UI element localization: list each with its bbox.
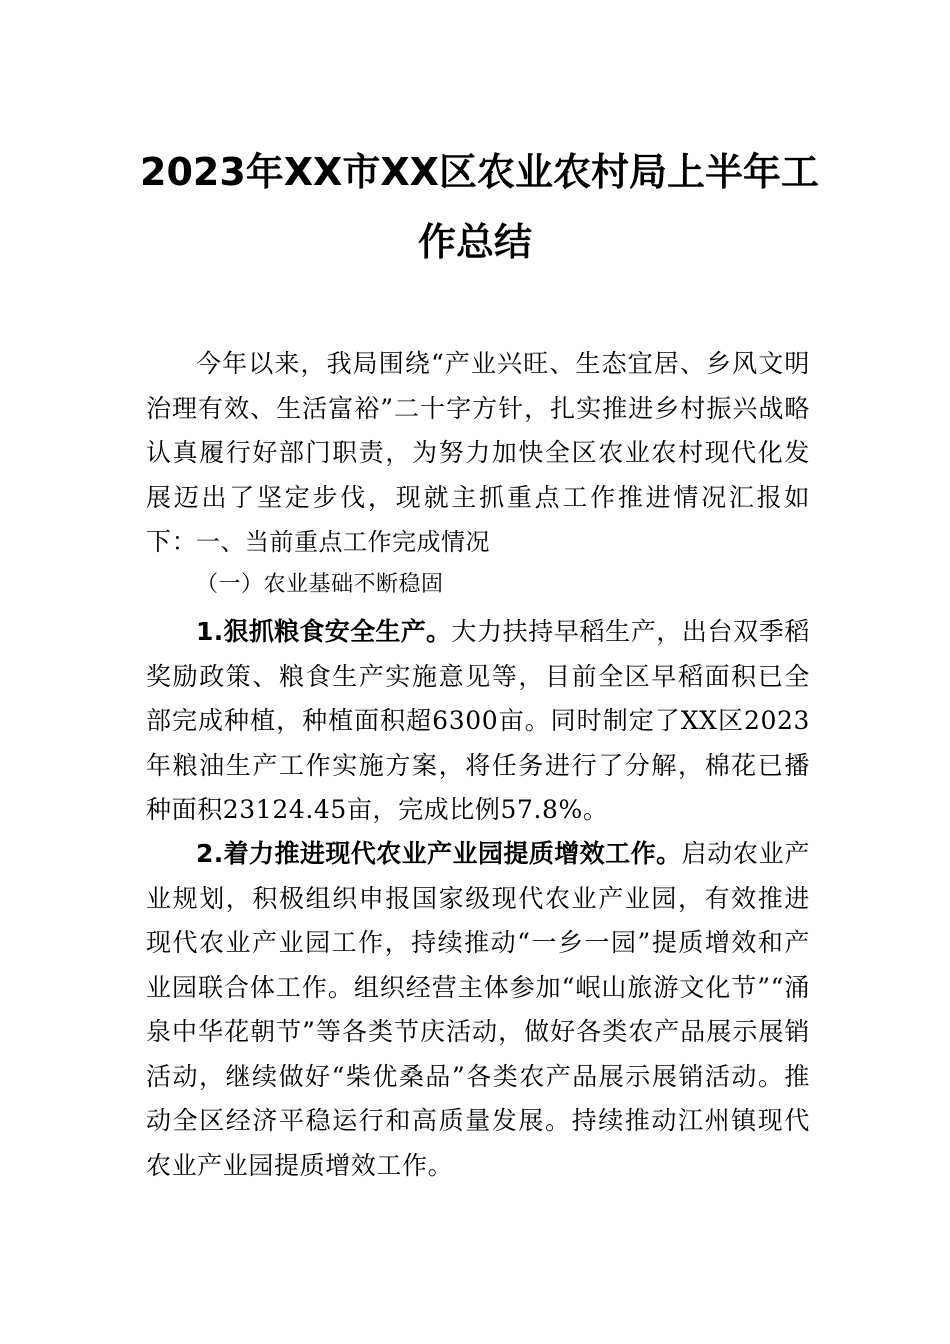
intro-paragraph: 今年以来，我局围绕“产业兴旺、生态宜居、乡风文明治理有效、生活富裕”二十字方针，扎实推进乡村振兴战略认真履行好部门职责，为努力加快全区农业农村现代化发展迈出了坚定步伐，现就主抓重点工作推进情况汇报如下： xyxy=(146,349,810,556)
document-title-line-2: 作总结 xyxy=(417,220,532,264)
subsection-heading: （一）农业基础不断稳固 xyxy=(196,572,444,597)
item-1-text: 大力扶持早稻生产，出台双季稻奖励政策、粮食生产实施意见等，目前全区早稻面积已全部完成种植，种植面积超6300亩。同时制定了XX区2023年粮油生产工作实施方案，将任务进行了分解，棉花已播种面积23124.45亩，完成比例57.8%。 xyxy=(146,617,810,824)
item-2-text: 启动农业产业规划，积极组织申报国家级现代农业产业园，有效推进现代农业产业园工作，持续推动“一乡一园”提质增效和产业园联合体工作。组织经营主体参加“岷山旅游文化节”“涌泉中华花朝节”等各类节庆活动，做好各类农产品展示展销活动，继续做好“柴优桑品”各类农产品展示展销活动。推动全区经济平稳运行和高质量发展。持续推动江州镇现代农业产业园提质增效工作。 xyxy=(146,839,810,1180)
item-2-lead: 2.着力推进现代农业产业园提质增效工作。 xyxy=(196,839,682,868)
item-2-paragraph xyxy=(146,832,810,1188)
section-heading: 一、当前重点工作完成情况 xyxy=(196,528,490,556)
document-title-line-1: 2023年XX市XX区农业农村局上半年工 xyxy=(140,150,819,194)
item-1-paragraph xyxy=(146,610,810,833)
item-1-lead: 1.狠抓粮食安全生产。 xyxy=(196,617,452,646)
